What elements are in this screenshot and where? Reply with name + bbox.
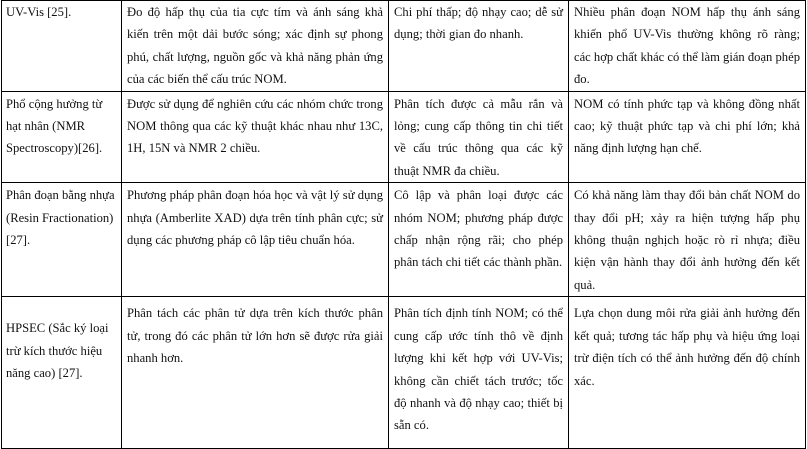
description-cell: Đo độ hấp thụ của tia cực tím và ánh sáng khả kiến trên một dải bước sóng; xác định sự phong phú, chất lượng, nguồn gốc và khả năng phản ứng của các biến thể cấu trúc NOM. — [122, 1, 389, 92]
limitations-cell: Nhiều phân đoạn NOM hấp thụ ánh sáng khiến phổ UV-Vis thường không rõ ràng; các hợp chất khác có thể làm gián đoạn phép đo. — [569, 1, 806, 92]
table-row — [2, 1, 806, 92]
method-cell: HPSEC (Sắc ký loại trừ kích thước hiệu năng cao) [27]. — [2, 297, 122, 449]
advantages-cell: Chi phí thấp; độ nhạy cao; dễ sử dụng; thời gian đo nhanh. — [389, 1, 569, 92]
nom-methods-table — [1, 0, 806, 449]
advantages-cell: Phân tích được cả mẫu rắn và lỏng; cung cấp thông tin chi tiết về cấu trúc thông qua các kỹ thuật NMR đa chiều. — [389, 91, 569, 183]
method-cell: Phân đoạn bằng nhựa (Resin Fractionation) [27]. — [2, 183, 122, 297]
table-row — [2, 183, 806, 297]
table-row — [2, 91, 806, 183]
limitations-cell: Lựa chọn dung môi rửa giải ảnh hưởng đến kết quả; tương tác hấp phụ và hiệu ứng loại trừ điện tích có thể ảnh hưởng đến độ chính xác. — [569, 297, 806, 449]
description-cell: Được sử dụng để nghiên cứu các nhóm chức trong NOM thông qua các kỹ thuật khác nhau như 13C, 1H, 15N và NMR 2 chiều. — [122, 91, 389, 183]
limitations-cell: Có khả năng làm thay đổi bản chất NOM do thay đổi pH; xảy ra hiện tượng hấp phụ không thuận nghịch hoặc rò rỉ nhựa; điều kiện vận hành thay đổi ảnh hưởng đến kết quả. — [569, 183, 806, 297]
table-row — [2, 297, 806, 449]
method-cell: Phổ cộng hưởng từ hạt nhân (NMR Spectroscopy)[26]. — [2, 91, 122, 183]
description-cell: Phân tách các phân tử dựa trên kích thước phân tử, trong đó các phân tử lớn hơn sẽ được rửa giải nhanh hơn. — [122, 297, 389, 449]
limitations-cell: NOM có tính phức tạp và không đồng nhất cao; kỹ thuật phức tạp và chi phí lớn; khả năng định lượng hạn chế. — [569, 91, 806, 183]
description-cell: Phương pháp phân đoạn hóa học và vật lý sử dụng nhựa (Amberlite XAD) dựa trên tính phân cực; sử dụng các phương pháp cô lập tiêu chuẩn hóa. — [122, 183, 389, 297]
advantages-cell: Phân tích định tính NOM; có thể cung cấp ước tính thô về định lượng khi kết hợp với UV-Vis; không cần chiết tách trước; tốc độ nhanh và độ nhạy cao; thiết bị sẵn có. — [389, 297, 569, 449]
advantages-cell: Cô lập và phân loại được các nhóm NOM; phương pháp được chấp nhận rộng rãi; cho phép phân tách chi tiết các thành phần. — [389, 183, 569, 297]
method-cell: UV-Vis [25]. — [2, 1, 122, 92]
